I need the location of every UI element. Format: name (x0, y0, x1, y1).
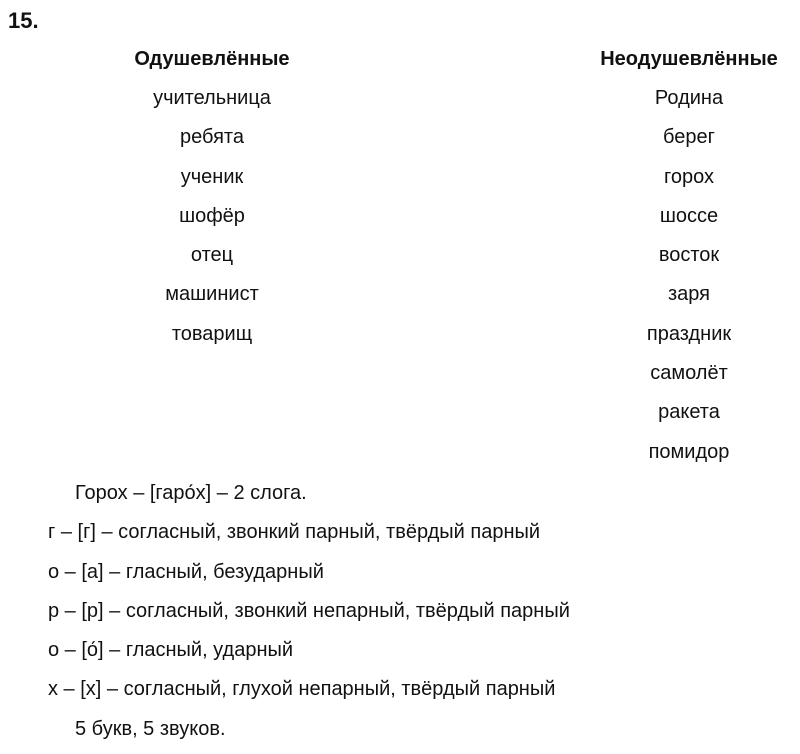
inanimate-word: берег (663, 126, 715, 149)
task-number: 15. (8, 8, 39, 33)
inanimate-word: помидор (648, 440, 730, 463)
animate-word: отец (190, 244, 234, 267)
inanimate-word: горох (664, 165, 714, 188)
sound-line: р – [р] – согласный, звонкий непарный, твёрдый парный (48, 599, 570, 622)
animate-word: ребята (180, 126, 244, 149)
inanimate-word: ракета (658, 401, 720, 424)
sound-line: о – [о́] – гласный, ударный (48, 639, 294, 662)
animate-column (62, 45, 362, 359)
phonetic-analysis (0, 479, 800, 754)
animate-header: Одушевлённые (134, 48, 290, 70)
inanimate-word: шоссе (659, 204, 719, 227)
animate-word: шофёр (179, 204, 245, 227)
animate-word: ученик (180, 165, 244, 188)
inanimate-word: праздник (646, 322, 732, 345)
analysis-summary: 5 букв, 5 звуков. (75, 717, 226, 740)
animate-word: учительница (153, 87, 271, 109)
sound-line: г – [г] – согласный, звонкий парный, твёрдый парный (48, 521, 541, 544)
inanimate-word: самолёт (650, 362, 728, 385)
sound-line: о – [а] – гласный, безударный (48, 560, 324, 583)
inanimate-word: Родина (654, 87, 724, 109)
analysis-intro: Горох – [гаро́х] – 2 слога. (75, 482, 307, 504)
sound-line: х – [х] – согласный, глухой непарный, твёрдый парный (48, 678, 556, 701)
inanimate-header: Неодушевлённые (600, 48, 778, 70)
inanimate-column (539, 45, 800, 477)
inanimate-word: восток (658, 244, 720, 267)
inanimate-word: заря (667, 283, 711, 306)
animate-word: товарищ (171, 322, 253, 345)
animate-word: машинист (165, 283, 259, 306)
